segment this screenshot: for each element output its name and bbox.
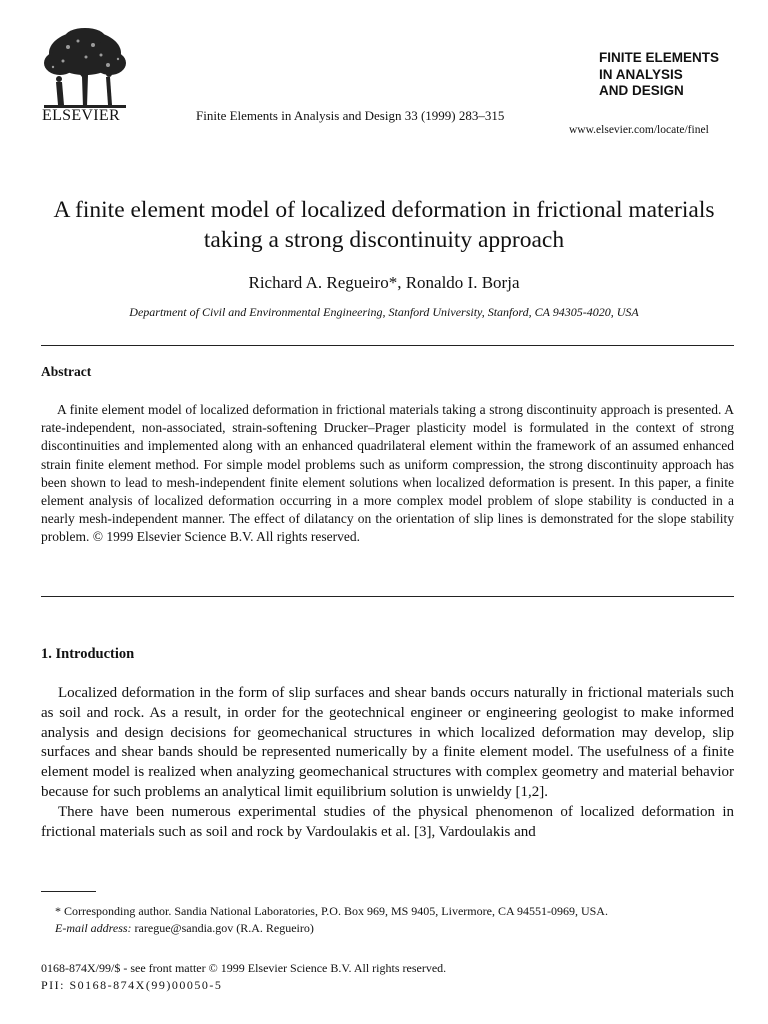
- corresponding-author-note: * Corresponding author. Sandia National Laboratories, P.O. Box 969, MS 9405, Livermore, CA 94551-0969, USA.: [55, 904, 608, 918]
- email-label: E-mail address:: [55, 921, 132, 935]
- section-heading-introduction: 1. Introduction: [41, 646, 135, 662]
- abstract-top-divider: [41, 345, 734, 346]
- author-affiliation: Department of Civil and Environmental Engineering, Stanford University, Stanford, CA 94305-4020, USA: [129, 305, 639, 319]
- introduction-paragraph: Localized deformation in the form of slip surfaces and shear bands occurs naturally in frictional materials such as soil and rock. As a result, in order for the geotechnical engineer or engineering geologist to make informed analysis and design decisions for geomechanical structures in which localized deformation may develop, slip surfaces and shear bands should be represented numerically by a finite element model. The usefulness of a finite element model is realized when analyzing geomechanical structures with complex geometry and material behavior because for such problems an analytical limit equilibrium solution is unwieldy [1,2].: [41, 685, 734, 800]
- abstract-text: A finite element model of localized deformation in frictional materials taking a strong discontinuity approach is presented. A rate-independent, non-associated, strain-softening Drucker–Prager plasticity model is formulated in the context of strong discontinuities and implemented along with an enhanced quadrilateral element within the framework of an assumed enhanced strain finite element method. For simple model problems such as uniform compression, the strong discontinuity approach has been shown to lead to mesh-independent finite element solutions when localized deformation is present. In this paper, a finite element analysis of localized deformation occurring in a more complex model problem of slope stability is conducted in a nearly mesh-independent manner. The effect of dilatancy on the orientation of slip lines is demonstrated for the slope stability problem. © 1999 Elsevier Science B.V. All rights reserved.: [41, 402, 734, 545]
- article-title: A finite element model of localized deformation in frictional materials taking a strong discontinuity approach: [53, 197, 715, 253]
- pii-line: PII: S0168-874X(99)00050-5: [41, 978, 223, 992]
- journal-url-link[interactable]: www.elsevier.com/locate/finel: [569, 124, 709, 136]
- elsevier-tree-logo-icon: [38, 27, 132, 109]
- bottom-matter: [41, 960, 446, 994]
- introduction-paragraph: There have been numerous experimental studies of the physical phenomenon of localized deformation in frictional materials such as soil and rock by Vardoulakis et al. [3], Vardoulakis and: [41, 803, 734, 840]
- journal-title-line: AND DESIGN: [599, 83, 684, 98]
- footnote-divider: [41, 891, 96, 892]
- publisher-name: ELSEVIER: [42, 107, 120, 124]
- email-link[interactable]: raregue@sandia.gov (R.A. Regueiro): [131, 921, 314, 935]
- abstract-bottom-divider: [41, 596, 734, 597]
- footnote: [41, 903, 734, 937]
- email-line: [41, 920, 734, 937]
- journal-title: [599, 50, 719, 100]
- abstract-heading: Abstract: [41, 364, 92, 379]
- introduction-body: [41, 684, 734, 842]
- journal-title-line: FINITE ELEMENTS: [599, 50, 720, 65]
- issn-line: 0168-874X/99/$ - see front matter © 1999 Elsevier Science B.V. All rights reserved.: [41, 961, 447, 975]
- article-authors: Richard A. Regueiro*, Ronaldo I. Borja: [248, 273, 520, 292]
- journal-title-line: IN ANALYSIS: [599, 66, 683, 82]
- journal-reference: Finite Elements in Analysis and Design 33 (1999) 283–315: [196, 108, 505, 123]
